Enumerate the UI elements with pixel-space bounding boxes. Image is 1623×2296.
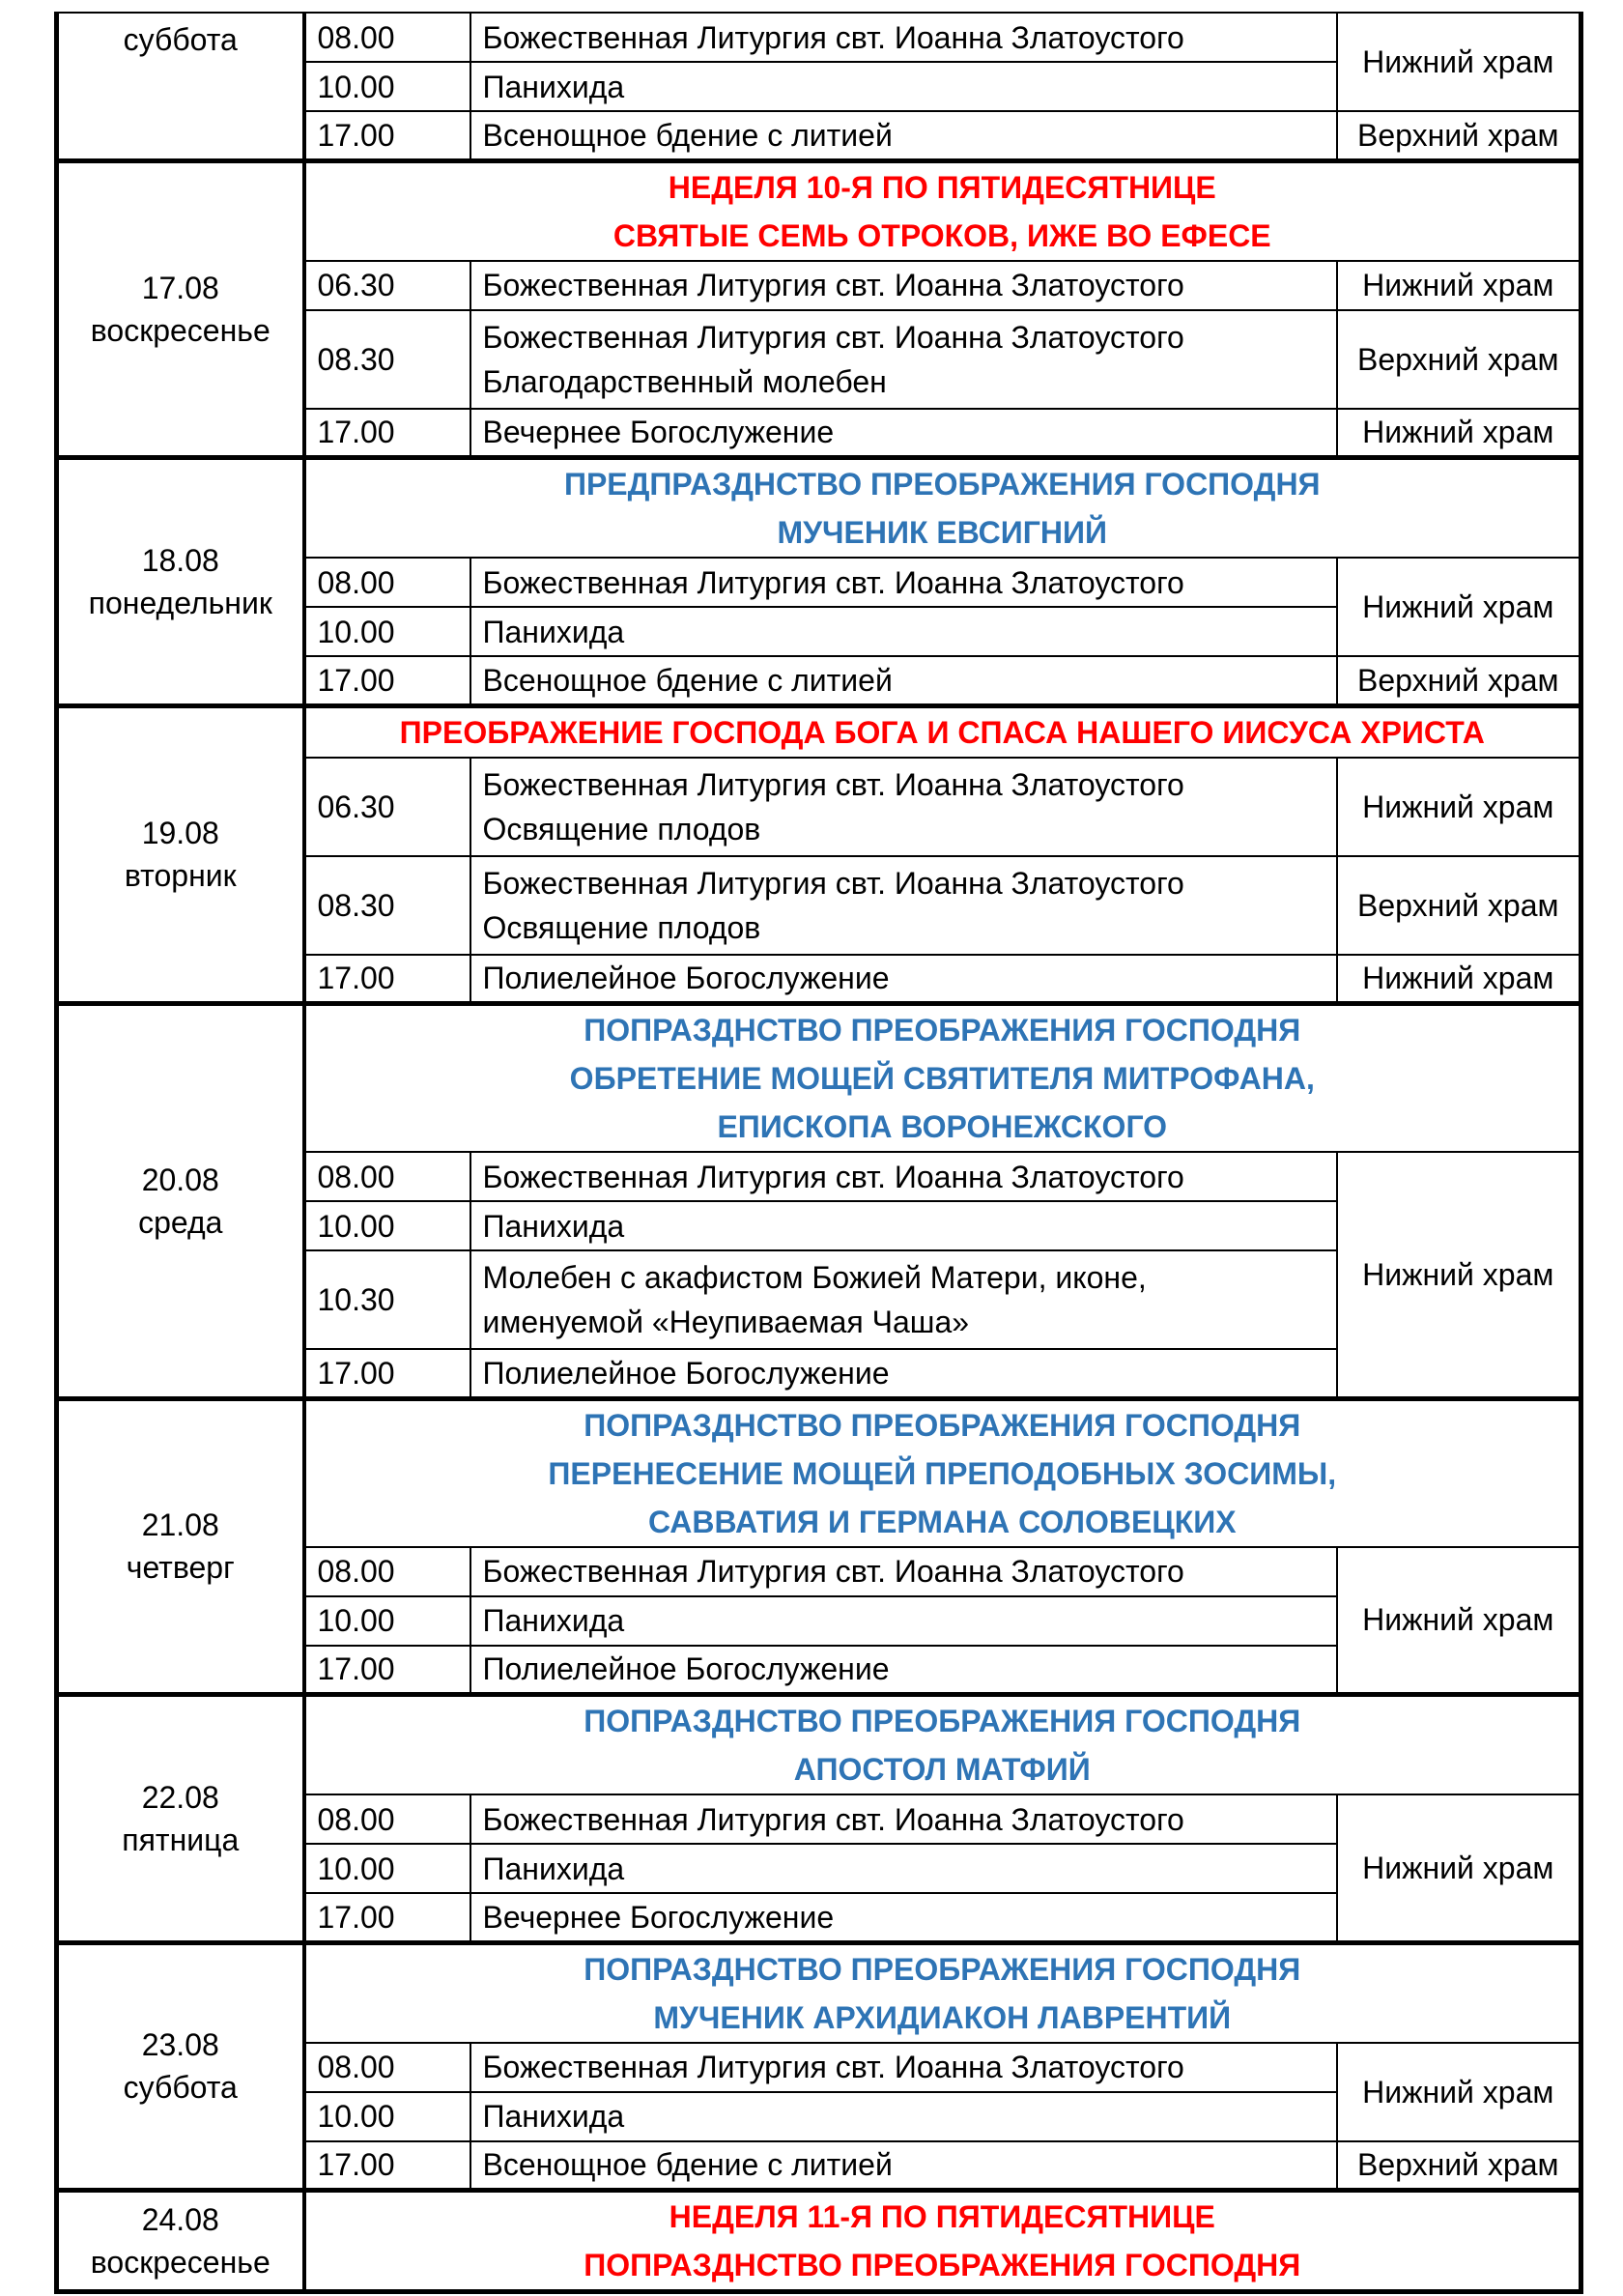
weekday-label: четверг bbox=[126, 1550, 235, 1586]
time-cell: 10.00 bbox=[304, 607, 470, 656]
feast-title-line: ПОПРАЗДНСТВО ПРЕОБРАЖЕНИЯ ГОСПОДНЯ bbox=[584, 1407, 1301, 1443]
time-cell: 10.00 bbox=[304, 1201, 470, 1250]
feast-title-line: ОБРЕТЕНИЕ МОЩЕЙ СВЯТИТЕЛЯ МИТРОФАНА, bbox=[569, 1061, 1315, 1096]
location-cell: Нижний храм bbox=[1337, 2043, 1581, 2141]
service-cell: Божественная Литургия свт. Иоанна Златоустого bbox=[470, 558, 1337, 607]
time-cell: 08.00 bbox=[304, 13, 470, 62]
service-cell: Полиелейное Богослужение bbox=[470, 955, 1337, 1004]
time-cell: 08.00 bbox=[304, 2043, 470, 2092]
date-label: 24.08 bbox=[141, 2202, 219, 2237]
date-cell bbox=[57, 2191, 304, 2292]
date-cell bbox=[57, 13, 304, 160]
date-label: 22.08 bbox=[141, 1779, 219, 1815]
time-cell: 17.00 bbox=[304, 1646, 470, 1695]
date-cell bbox=[57, 1398, 304, 1695]
weekday-label: воскресенье bbox=[90, 312, 270, 348]
day-feast-title bbox=[304, 1004, 1581, 1153]
service-line: Божественная Литургия свт. Иоанна Златоустого bbox=[482, 865, 1184, 901]
date-label: 23.08 bbox=[141, 2027, 219, 2063]
service-cell: Божественная Литургия свт. Иоанна Златоустого bbox=[470, 13, 1337, 62]
location-cell: Верхний храм bbox=[1337, 2141, 1581, 2191]
weekday-label: среда bbox=[138, 1204, 223, 1240]
service-cell: Панихида bbox=[470, 1201, 1337, 1250]
service-cell: Божественная Литургия свт. Иоанна Златоустого bbox=[470, 1794, 1337, 1844]
service-cell: Панихида bbox=[470, 1844, 1337, 1893]
location-cell: Нижний храм bbox=[1337, 1152, 1581, 1398]
day-feast-title bbox=[304, 1695, 1581, 1795]
location-cell: Нижний храм bbox=[1337, 261, 1581, 310]
service-cell: Панихида bbox=[470, 2092, 1337, 2141]
date-label: 17.08 bbox=[141, 270, 219, 305]
day-feast-title bbox=[304, 705, 1581, 758]
feast-title-line: НЕДЕЛЯ 11-Я ПО ПЯТИДЕСЯТНИЦЕ bbox=[669, 2199, 1215, 2234]
feast-title-line: ЕПИСКОПА ВОРОНЕЖСКОГО bbox=[717, 1109, 1168, 1144]
location-cell: Нижний храм bbox=[1337, 1547, 1581, 1695]
service-line: Освящение плодов bbox=[482, 909, 761, 945]
service-line: Молебен с акафистом Божией Матери, иконе, bbox=[482, 1260, 1147, 1295]
feast-title-line: ПЕРЕНЕСЕНИЕ МОЩЕЙ ПРЕПОДОБНЫХ ЗОСИМЫ, bbox=[548, 1455, 1337, 1491]
time-cell: 17.00 bbox=[304, 2141, 470, 2191]
feast-title-line: МУЧЕНИК АРХИДИАКОН ЛАВРЕНТИЙ bbox=[653, 1999, 1232, 2035]
time-cell: 17.00 bbox=[304, 656, 470, 705]
time-cell: 08.30 bbox=[304, 310, 470, 409]
location-cell: Верхний храм bbox=[1337, 656, 1581, 705]
date-cell bbox=[57, 160, 304, 458]
time-cell: 08.00 bbox=[304, 1794, 470, 1844]
time-cell: 17.00 bbox=[304, 1349, 470, 1398]
feast-title-line: ПРЕОБРАЖЕНИЕ ГОСПОДА БОГА И СПАСА НАШЕГО ИИСУСА ХРИСТА bbox=[399, 714, 1485, 750]
time-cell: 10.00 bbox=[304, 1596, 470, 1646]
service-cell: Полиелейное Богослужение bbox=[470, 1646, 1337, 1695]
time-cell: 17.00 bbox=[304, 409, 470, 458]
weekday-label: воскресенье bbox=[90, 2245, 270, 2280]
date-label: 19.08 bbox=[141, 816, 219, 851]
service-cell: Панихида bbox=[470, 607, 1337, 656]
day-feast-title bbox=[304, 1942, 1581, 2043]
service-cell bbox=[470, 310, 1337, 409]
service-line: Благодарственный молебен bbox=[482, 363, 887, 399]
date-cell bbox=[57, 1004, 304, 1399]
date-cell bbox=[57, 458, 304, 706]
service-cell: Полиелейное Богослужение bbox=[470, 1349, 1337, 1398]
time-cell: 17.00 bbox=[304, 111, 470, 160]
service-line: Освящение плодов bbox=[482, 811, 761, 847]
service-cell: Панихида bbox=[470, 62, 1337, 111]
feast-title-line: САВВАТИЯ И ГЕРМАНА СОЛОВЕЦКИХ bbox=[647, 1504, 1237, 1539]
weekday-label: суббота bbox=[123, 22, 238, 57]
service-cell: Всенощное бдение с литией bbox=[470, 2141, 1337, 2191]
day-feast-title bbox=[304, 1398, 1581, 1547]
service-cell bbox=[470, 1250, 1337, 1349]
date-label: 21.08 bbox=[141, 1507, 219, 1543]
day-feast-title bbox=[304, 458, 1581, 559]
service-cell: Вечернее Богослужение bbox=[470, 409, 1337, 458]
time-cell: 08.00 bbox=[304, 558, 470, 607]
service-cell: Всенощное бдение с литией bbox=[470, 111, 1337, 160]
location-cell: Нижний храм bbox=[1337, 1794, 1581, 1942]
service-cell: Панихида bbox=[470, 1596, 1337, 1646]
weekday-label: суббота bbox=[123, 2070, 238, 2106]
feast-title-line: МУЧЕНИК ЕВСИГНИЙ bbox=[777, 515, 1107, 550]
feast-title-line: АПОСТОЛ МАТФИЙ bbox=[793, 1752, 1091, 1787]
time-cell: 10.30 bbox=[304, 1250, 470, 1349]
feast-title-line: ПОПРАЗДНСТВО ПРЕОБРАЖЕНИЯ ГОСПОДНЯ bbox=[584, 1951, 1301, 1987]
date-cell bbox=[57, 705, 304, 1004]
service-cell: Вечернее Богослужение bbox=[470, 1893, 1337, 1942]
date-label: 18.08 bbox=[141, 542, 219, 578]
date-label: 20.08 bbox=[141, 1162, 219, 1197]
time-cell: 06.30 bbox=[304, 261, 470, 310]
date-cell bbox=[57, 1942, 304, 2191]
feast-title-line: ПРЕДПРАЗДНСТВО ПРЕОБРАЖЕНИЯ ГОСПОДНЯ bbox=[563, 467, 1321, 502]
service-cell: Всенощное бдение с литией bbox=[470, 656, 1337, 705]
time-cell: 10.00 bbox=[304, 2092, 470, 2141]
service-cell: Божественная Литургия свт. Иоанна Златоустого bbox=[470, 1152, 1337, 1201]
feast-title-line: ПОПРАЗДНСТВО ПРЕОБРАЖЕНИЯ ГОСПОДНЯ bbox=[584, 1704, 1301, 1738]
feast-title-line: НЕДЕЛЯ 10-Я ПО ПЯТИДЕСЯТНИЦЕ bbox=[668, 169, 1216, 205]
date-cell bbox=[57, 1695, 304, 1943]
service-cell: Божественная Литургия свт. Иоанна Златоустого bbox=[470, 261, 1337, 310]
feast-title-line: ПОПРАЗДНСТВО ПРЕОБРАЖЕНИЯ ГОСПОДНЯ bbox=[584, 2248, 1301, 2282]
service-line: Божественная Литургия свт. Иоанна Златоустого bbox=[482, 766, 1184, 802]
feast-title-line: СВЯТЫЕ СЕМЬ ОТРОКОВ, ИЖЕ ВО ЕФЕСЕ bbox=[612, 217, 1271, 253]
time-cell: 17.00 bbox=[304, 1893, 470, 1942]
time-cell: 10.00 bbox=[304, 62, 470, 111]
weekday-label: пятница bbox=[122, 1822, 240, 1857]
time-cell: 08.00 bbox=[304, 1152, 470, 1201]
time-cell: 10.00 bbox=[304, 1844, 470, 1893]
time-cell: 06.30 bbox=[304, 758, 470, 856]
location-cell: Нижний храм bbox=[1337, 758, 1581, 856]
time-cell: 17.00 bbox=[304, 955, 470, 1004]
feast-title-line: ПОПРАЗДНСТВО ПРЕОБРАЖЕНИЯ ГОСПОДНЯ bbox=[584, 1013, 1301, 1048]
time-cell: 08.30 bbox=[304, 856, 470, 955]
day-feast-title bbox=[304, 160, 1581, 261]
service-line: именуемой «Неупиваемая Чаша» bbox=[482, 1305, 970, 1339]
weekday-label: вторник bbox=[124, 858, 237, 894]
location-cell: Нижний храм bbox=[1337, 13, 1581, 111]
schedule-table bbox=[54, 12, 1583, 2294]
service-cell: Божественная Литургия свт. Иоанна Златоустого bbox=[470, 1547, 1337, 1596]
time-cell: 08.00 bbox=[304, 1547, 470, 1596]
location-cell: Нижний храм bbox=[1337, 409, 1581, 458]
service-line: Божественная Литургия свт. Иоанна Златоустого bbox=[482, 319, 1184, 355]
location-cell: Верхний храм bbox=[1337, 111, 1581, 160]
location-cell: Верхний храм bbox=[1337, 856, 1581, 955]
weekday-label: понедельник bbox=[88, 585, 272, 620]
location-cell: Верхний храм bbox=[1337, 310, 1581, 409]
day-feast-title bbox=[304, 2191, 1581, 2292]
service-cell: Божественная Литургия свт. Иоанна Златоустого bbox=[470, 2043, 1337, 2092]
location-cell: Нижний храм bbox=[1337, 955, 1581, 1004]
location-cell: Нижний храм bbox=[1337, 558, 1581, 656]
service-cell bbox=[470, 856, 1337, 955]
service-cell bbox=[470, 758, 1337, 856]
